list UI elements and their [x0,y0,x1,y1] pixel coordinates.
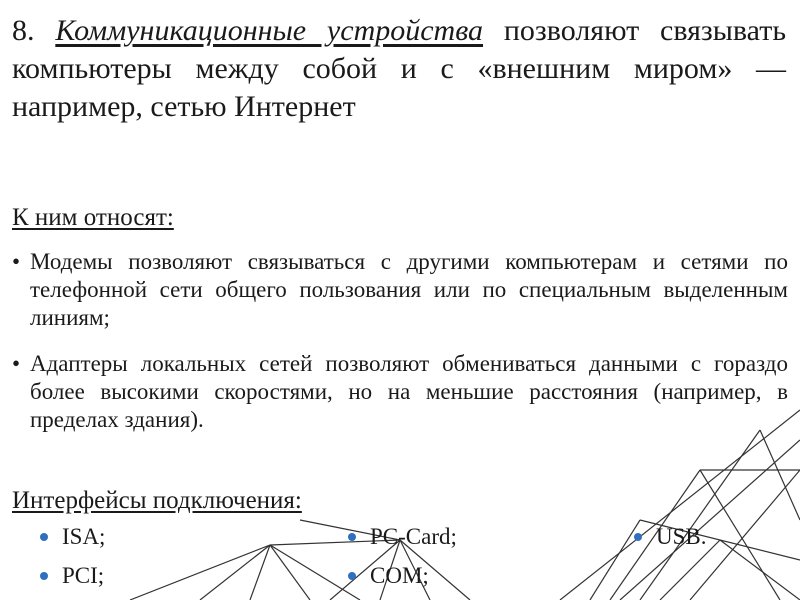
interface-item [348,523,457,551]
interface-item [634,523,707,551]
heading-text: позволяют связывать компьютеры между собой и с «внешним миром» — например, сетью Интернет [12,14,787,123]
include-label: К ним относят: [12,204,174,231]
list-item-text: Адаптеры локальных сетей позволяют обмениваться данными с гораздо более высокими скоростями, но на меньшие расстояния (например, в пределах здания). [30,351,788,432]
interface-item [348,562,429,590]
interface-label: USB. [656,524,707,549]
list-item-text: Модемы позволяют связываться с другими компьютерам и сетями по телефонной сети общего пользования или по специальным выделенным линиям; [30,249,788,330]
list-item [12,248,788,332]
bullet-dot-icon [40,572,48,580]
interface-label: ISA; [62,524,106,549]
interface-item [40,523,105,551]
bullet-dot-icon [348,533,356,541]
interface-label: PC-Card; [370,524,457,549]
interface-label: COM; [370,563,429,588]
heading-number: 8. [12,14,35,47]
bullet-dot-icon: • [12,249,21,274]
interface-item [40,562,104,590]
interfaces-label: Интерфейсы подключения: [12,487,302,514]
bullet-dot-icon: • [12,351,21,376]
heading-term: Коммуникационные устройства [55,14,484,47]
list-item [12,350,788,434]
bullet-dot-icon [634,533,642,541]
slide-heading [12,12,786,126]
interface-label: PCI; [62,563,105,588]
device-list [12,248,788,452]
bullet-dot-icon [40,533,48,541]
bullet-dot-icon [348,572,356,580]
